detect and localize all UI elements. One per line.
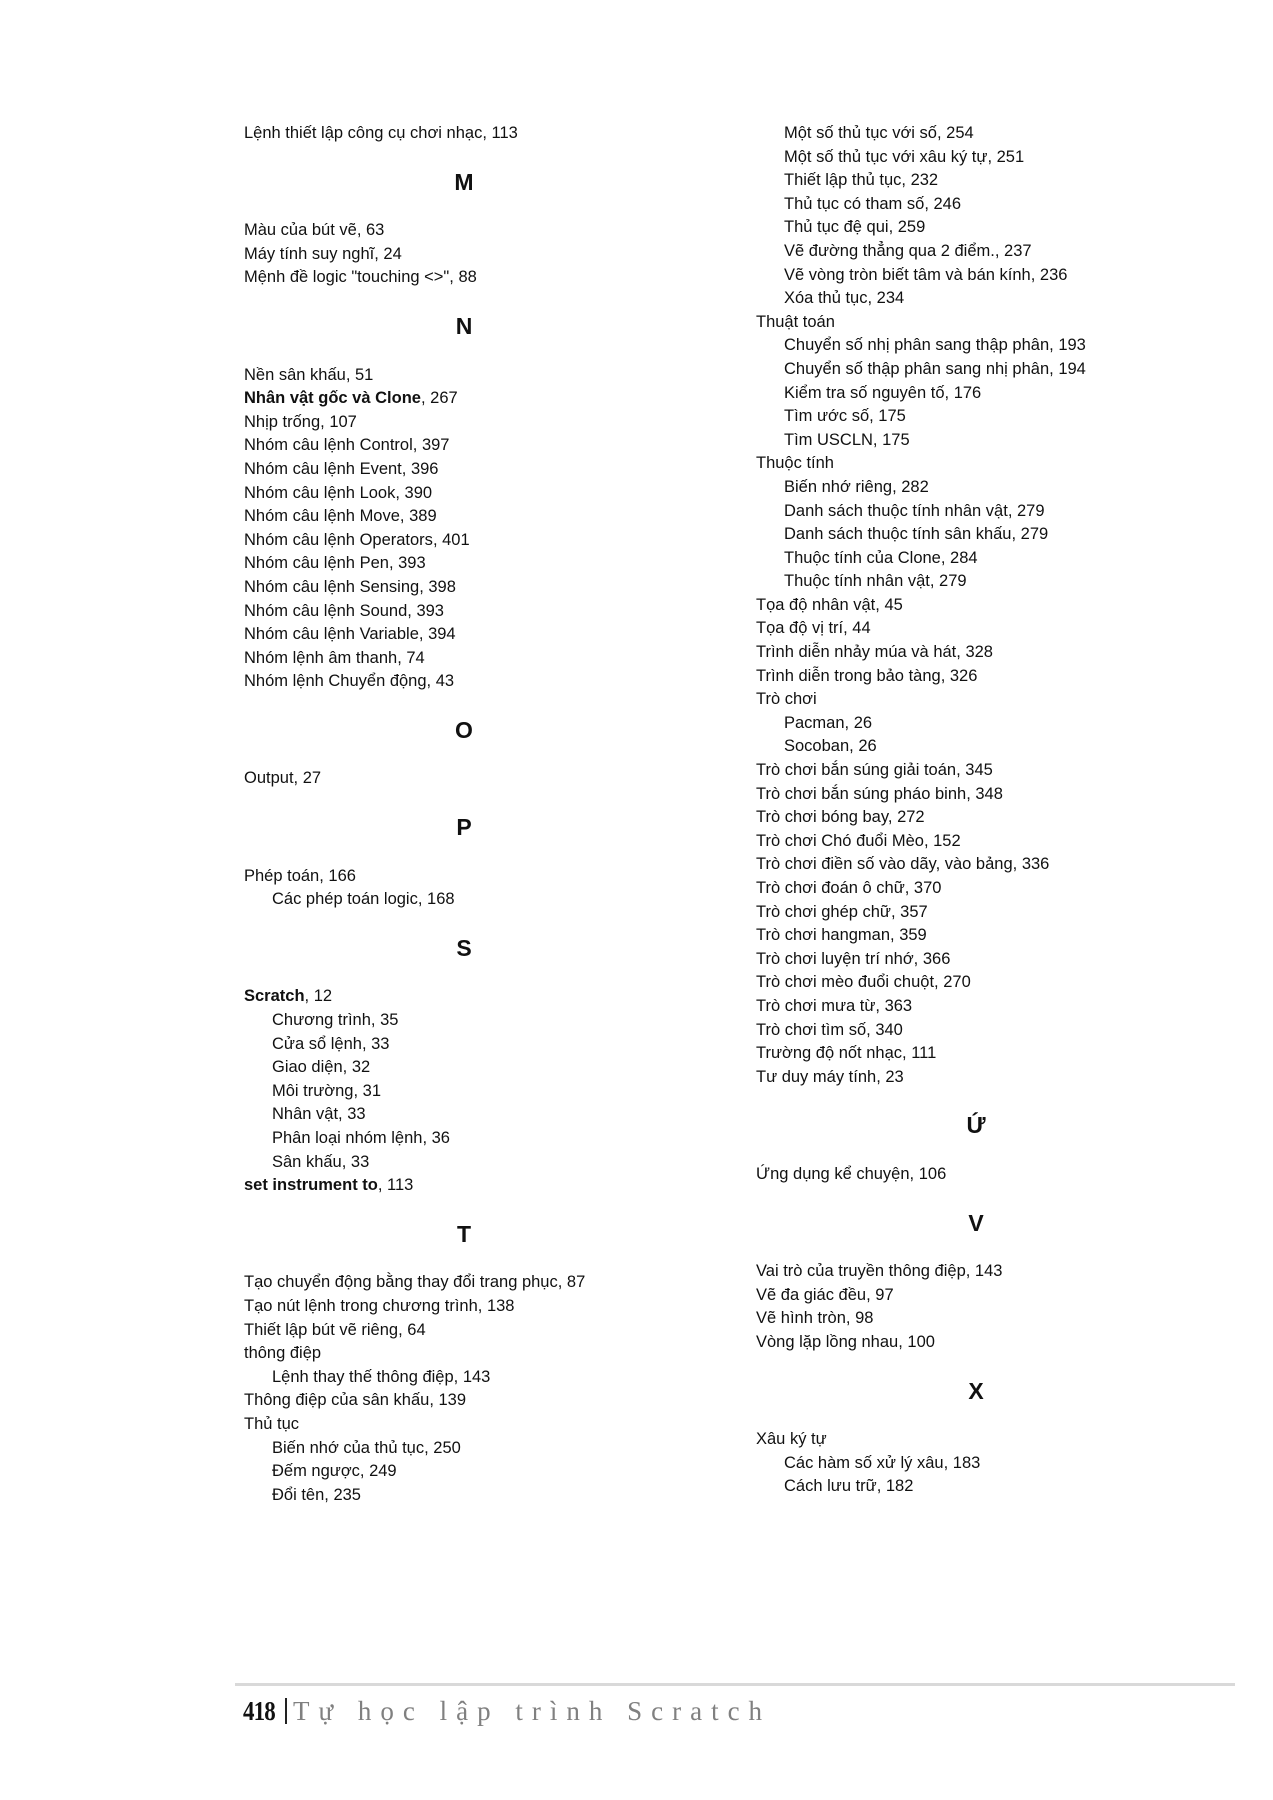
index-entry	[756, 1428, 1196, 1452]
index-page-number: 168	[427, 890, 455, 909]
index-page-number: 111	[911, 1044, 937, 1063]
index-entry	[756, 688, 1196, 712]
index-term: Tọa độ vị trí	[756, 619, 844, 638]
index-term: Pacman	[784, 713, 845, 732]
index-term: Nhóm câu lệnh Variable	[244, 625, 419, 644]
index-page-number: 97	[875, 1285, 894, 1304]
index-entry	[756, 452, 1196, 476]
index-page-number: 113	[491, 124, 518, 142]
index-term: Phân loại nhóm lệnh	[272, 1129, 423, 1147]
index-subentry: Danh sách thuộc tính nhân vật, 279	[784, 501, 1045, 520]
section-letter-heading: P	[456, 814, 472, 841]
index-page-number: 393	[398, 554, 426, 573]
index-page-number: 254	[946, 124, 974, 142]
index-term: Vòng lặp lồng nhau	[756, 1332, 899, 1351]
index-term: Biến nhớ riêng	[784, 477, 893, 496]
index-term: Tìm ước số	[784, 407, 870, 426]
index-entry: Màu của bút vẽ, 63	[244, 221, 385, 240]
index-entry: Vẽ đa giác đều, 97	[756, 1285, 894, 1304]
index-page-number: 326	[949, 666, 978, 685]
index-subentry: Pacman, 26	[784, 713, 873, 732]
index-page-number: 236	[1039, 265, 1068, 284]
index-term: Output	[244, 769, 294, 788]
index-entry: Scratch, 12	[244, 987, 333, 1006]
index-term: Phép toán	[244, 866, 320, 885]
index-term: Cửa sổ lệnh	[272, 1034, 362, 1053]
index-entry: Trò chơi tìm số, 340	[756, 1020, 903, 1039]
index-page-number: 35	[380, 1011, 399, 1030]
index-entry: Trò chơi ghép chữ, 357	[756, 902, 928, 921]
index-term: Nhóm câu lệnh Pen	[244, 554, 389, 573]
index-entry: Trò chơi điền số vào dãy, vào bảng, 336	[756, 855, 1050, 874]
index-term: Nhịp trống	[244, 412, 321, 431]
index-page-number: 366	[922, 949, 951, 968]
index-term: Trò chơi bắn súng pháo binh	[756, 784, 967, 803]
index-entry: Nhóm câu lệnh Move, 389	[244, 507, 437, 526]
index-entry: Trò chơi mèo đuổi chuột, 270	[756, 973, 971, 992]
section-letter-heading: T	[456, 1220, 472, 1247]
index-page-number: 340	[875, 1020, 903, 1039]
index-term: Thuộc tính của Clone	[784, 548, 941, 567]
index-entry: Nhóm câu lệnh Sound, 393	[244, 601, 444, 620]
index-term: Môi trường	[272, 1081, 354, 1100]
section-letter-heading: Ứ	[966, 1112, 986, 1139]
index-page-number: 106	[918, 1164, 947, 1183]
index-term: Trò chơi bắn súng giải toán	[756, 761, 957, 780]
index-term: Tạo nút lệnh trong chương trình	[244, 1296, 478, 1315]
index-page-number: 33	[347, 1105, 366, 1124]
index-page-number: 348	[975, 784, 1003, 803]
index-term: Trò chơi hangman	[756, 926, 891, 945]
book-title: Tự học lập trình Scratch	[293, 1695, 772, 1726]
index-entry: Nhóm câu lệnh Event, 396	[244, 459, 439, 478]
index-term: Tìm USCLN	[784, 430, 873, 449]
index-term: Trò chơi tìm số	[756, 1020, 867, 1039]
index-page-number: 336	[1021, 855, 1050, 874]
index-term: Thiết lập bút vẽ riêng	[244, 1320, 399, 1339]
index-page-number: 193	[1058, 336, 1086, 355]
index-entry: Thông điệp của sân khấu, 139	[244, 1391, 467, 1410]
index-page-number: 232	[910, 171, 939, 190]
index-subentry: Chuyển số thập phân sang nhị phân, 194	[784, 359, 1086, 378]
index-term: Chuyển số nhị phân sang thập phân	[784, 336, 1050, 355]
index-term: Vẽ hình tròn	[756, 1309, 846, 1328]
index-entry: Trò chơi Chó đuổi Mèo, 152	[756, 831, 961, 850]
index-page-number: 143	[974, 1262, 1003, 1281]
index-term: Danh sách thuộc tính sân khấu	[784, 525, 1012, 544]
index-subentry: Sân khấu, 33	[272, 1152, 370, 1171]
index-page-number: 393	[416, 601, 444, 620]
index-subentry: Chuyển số nhị phân sang thập phân, 193	[784, 336, 1086, 355]
index-term: Đếm ngược	[272, 1462, 360, 1481]
index-entry: Trò chơi bắn súng pháo binh, 348	[756, 784, 1003, 803]
index-subentry: Thiết lập thủ tục, 232	[784, 171, 939, 190]
index-entry	[756, 311, 1196, 335]
index-page-number: 32	[351, 1058, 371, 1077]
index-subentry: Biến nhớ riêng, 282	[784, 477, 929, 496]
index-term: Nhóm câu lệnh Event	[244, 459, 402, 478]
index-entry: Nhóm câu lệnh Control, 397	[244, 436, 450, 455]
index-entry: Nhóm câu lệnh Variable, 394	[244, 625, 456, 644]
index-page-number: 87	[566, 1273, 586, 1292]
index-term: Thủ tục	[244, 1414, 300, 1433]
index-page-number: 51	[355, 365, 374, 384]
index-entry: Nhóm câu lệnh Look, 390	[244, 483, 433, 502]
index-entry: Output, 27	[244, 769, 322, 788]
index-term: Tạo chuyển động bằng thay đổi trang phục	[244, 1273, 558, 1292]
index-term: Trò chơi mèo đuổi chuột	[756, 973, 935, 992]
index-entry: Nhóm lệnh Chuyển động, 43	[244, 672, 455, 691]
index-term: Màu của bút vẽ	[244, 221, 357, 240]
index-page-number: 272	[897, 808, 925, 827]
page-number: 418	[243, 1695, 275, 1726]
index-column-left	[244, 122, 684, 1507]
index-term: Nhóm lệnh Chuyển động	[244, 672, 427, 691]
index-page-number: 26	[858, 737, 877, 756]
index-entry: Tư duy máy tính, 23	[756, 1067, 904, 1086]
index-page-number: 26	[853, 713, 873, 732]
index-entry: Trò chơi bắn súng giải toán, 345	[756, 761, 993, 780]
index-term: Nhóm câu lệnh Sound	[244, 601, 408, 620]
section-letter-heading: O	[455, 716, 473, 743]
index-term: Sân khấu	[272, 1152, 342, 1171]
index-page-number: 251	[996, 147, 1025, 166]
index-page-number: 152	[933, 831, 961, 850]
index-entry: Mệnh đề logic "touching <>", 88	[244, 268, 477, 287]
index-term: Các hàm số xử lý xâu	[784, 1453, 944, 1472]
index-entry: Trò chơi hangman, 359	[756, 926, 927, 945]
index-entry: set instrument to, 113	[244, 1176, 414, 1195]
index-term: Một số thủ tục với xâu ký tự	[784, 147, 988, 166]
index-entry: Tọa độ vị trí, 44	[756, 619, 871, 638]
index-entry: Trò chơi mưa từ, 363	[756, 996, 913, 1015]
index-page-number: 270	[943, 973, 971, 992]
index-subentry: Thủ tục có tham số, 246	[784, 194, 962, 213]
index-page-number: 182	[885, 1477, 914, 1496]
index-term: Vẽ đường thẳng qua 2 điểm.	[784, 241, 995, 260]
index-page-number: 23	[885, 1067, 904, 1086]
index-page-number: 282	[901, 477, 929, 496]
index-page-number: 64	[407, 1320, 426, 1339]
index-entry: Vai trò của truyền thông điệp, 143	[756, 1262, 1003, 1281]
index-page-number: 36	[431, 1129, 450, 1147]
index-term: set instrument to	[244, 1176, 378, 1195]
index-subentry: Nhân vật, 33	[272, 1105, 366, 1124]
index-entry: Tạo nút lệnh trong chương trình, 138	[244, 1296, 515, 1315]
index-page-number: 138	[486, 1296, 515, 1315]
index-term: Giao diện	[272, 1058, 343, 1077]
index-page-number: 328	[965, 643, 993, 662]
index-subentry: Chương trình, 35	[272, 1011, 399, 1030]
index-subentry: Giao diện, 32	[272, 1058, 371, 1077]
footer-divider	[235, 1683, 1235, 1686]
index-term: Trình diễn nhảy múa và hát	[756, 643, 957, 662]
index-term: Vẽ vòng tròn biết tâm và bán kính	[784, 265, 1031, 284]
index-term: Trò chơi luyện trí nhớ	[756, 949, 914, 968]
index-page-number: 397	[421, 436, 450, 455]
index-entry: Lệnh thiết lập công cụ chơi nhạc, 113	[244, 124, 518, 142]
index-page-number: 389	[409, 507, 437, 526]
index-term: Một số thủ tục với số	[784, 124, 937, 142]
index-term: Trò chơi Chó đuổi Mèo	[756, 831, 924, 850]
index-term: Thiết lập thủ tục	[784, 171, 902, 190]
index-page-number: 357	[900, 902, 928, 921]
index-page-number: 401	[442, 530, 470, 549]
index-term: Xâu ký tự	[756, 1430, 827, 1449]
index-page-number: 396	[410, 459, 439, 478]
index-page-number: 98	[855, 1309, 874, 1328]
index-term: Danh sách thuộc tính nhân vật	[784, 501, 1008, 520]
section-letter-heading: S	[456, 934, 472, 961]
index-term: Tọa độ nhân vật	[756, 595, 876, 614]
section-letter-heading: M	[454, 168, 474, 195]
index-entry	[244, 1413, 684, 1437]
index-term: Xóa thủ tục	[784, 289, 868, 308]
index-page-number: 74	[406, 648, 425, 667]
index-page-number: 100	[907, 1332, 935, 1351]
index-subentry: Các hàm số xử lý xâu, 183	[784, 1453, 981, 1472]
index-subentry: Đổi tên, 235	[272, 1485, 361, 1504]
index-term: Chương trình	[272, 1011, 371, 1030]
index-page-number: 235	[333, 1485, 361, 1504]
index-page-number: 175	[878, 407, 906, 426]
index-page-number: 394	[428, 625, 456, 644]
index-term: Đổi tên	[272, 1485, 325, 1504]
index-page-number: 33	[350, 1152, 370, 1171]
index-term: Lệnh thiết lập công cụ chơi nhạc	[244, 124, 483, 142]
index-entry: Trò chơi bóng bay, 272	[756, 808, 925, 827]
index-term: Nhóm lệnh âm thanh	[244, 648, 398, 667]
index-entry: Trò chơi luyện trí nhớ, 366	[756, 949, 951, 968]
index-page-number: 398	[428, 577, 456, 596]
index-page-number: 363	[884, 996, 913, 1015]
index-term: Thủ tục có tham số	[784, 194, 925, 213]
index-term: Máy tính suy nghĩ	[244, 244, 375, 263]
index-column-right	[756, 122, 1196, 1499]
index-subentry: Đếm ngược, 249	[272, 1462, 397, 1481]
index-page-number: 12	[313, 987, 333, 1006]
index-term: Biến nhớ của thủ tục	[272, 1438, 425, 1457]
index-entry: Trường độ nốt nhạc, 111	[756, 1044, 937, 1063]
index-entry: Vẽ hình tròn, 98	[756, 1309, 874, 1328]
index-subentry: Vẽ đường thẳng qua 2 điểm., 237	[784, 241, 1032, 260]
index-subentry: Các phép toán logic, 168	[272, 890, 455, 909]
index-subentry: Lệnh thay thế thông điệp, 143	[272, 1367, 491, 1386]
index-page-number: 279	[1017, 501, 1045, 520]
index-subentry: Thủ tục đệ qui, 259	[784, 218, 926, 237]
index-page-number: 107	[329, 412, 357, 431]
index-entry: Tọa độ nhân vật, 45	[756, 595, 903, 614]
index-page-number: 259	[897, 218, 926, 237]
index-entry: Trình diễn trong bảo tàng, 326	[756, 666, 978, 685]
index-page-number: 139	[438, 1391, 467, 1410]
index-page-number: 359	[899, 926, 927, 945]
index-page-number: 279	[939, 572, 967, 591]
index-term: Chuyển số thập phân sang nhị phân	[784, 359, 1050, 378]
index-page-number: 45	[884, 595, 903, 614]
index-subentry: Môi trường, 31	[272, 1081, 381, 1100]
index-page-number: 175	[882, 430, 910, 449]
index-subentry: Socoban, 26	[784, 737, 877, 756]
index-term: Kiểm tra số nguyên tố	[784, 383, 945, 402]
index-page-number: 43	[435, 672, 455, 691]
index-entry: Nền sân khấu, 51	[244, 365, 374, 384]
index-term: Vẽ đa giác đều	[756, 1285, 867, 1304]
index-page-number: 390	[404, 483, 433, 502]
index-subentry: Phân loại nhóm lệnh, 36	[272, 1129, 450, 1147]
index-term: Nhóm câu lệnh Look	[244, 483, 396, 502]
index-subentry: Tìm USCLN, 175	[784, 430, 910, 449]
index-subentry: Biến nhớ của thủ tục, 250	[272, 1438, 461, 1457]
index-term: Cách lưu trữ	[784, 1477, 877, 1496]
index-entry	[244, 1342, 684, 1366]
index-term: Thuộc tính	[756, 454, 834, 473]
index-page-number: 284	[950, 548, 978, 567]
index-entry: Vòng lặp lồng nhau, 100	[756, 1332, 935, 1351]
index-subentry: Danh sách thuộc tính sân khấu, 279	[784, 525, 1049, 544]
index-term: Trò chơi ghép chữ	[756, 902, 891, 921]
index-term: Trường độ nốt nhạc	[756, 1044, 903, 1063]
index-page-number: 44	[852, 619, 871, 638]
section-letter-heading: V	[968, 1209, 984, 1236]
index-entry: Nhân vật gốc và Clone, 267	[244, 389, 458, 408]
index-page-number: 237	[1004, 241, 1032, 260]
index-term: Nhóm câu lệnh Sensing	[244, 577, 420, 596]
index-term: Nhóm câu lệnh Control	[244, 436, 413, 455]
index-term: Mệnh đề logic "touching <>"	[244, 268, 450, 287]
index-page-number: 267	[430, 389, 458, 408]
index-page-number: 370	[913, 879, 942, 897]
index-page-number: 183	[952, 1453, 981, 1472]
index-entry: Máy tính suy nghĩ, 24	[244, 244, 402, 263]
index-subentry: Một số thủ tục với số, 254	[784, 124, 974, 142]
index-page-number: 234	[876, 289, 905, 308]
index-entry: Trình diễn nhảy múa và hát, 328	[756, 643, 993, 662]
section-letter-heading: X	[968, 1377, 984, 1404]
index-entry: Nhịp trống, 107	[244, 412, 357, 431]
index-entry: Thiết lập bút vẽ riêng, 64	[244, 1320, 426, 1339]
index-subentry: Thuộc tính của Clone, 284	[784, 548, 978, 567]
index-subentry: Kiểm tra số nguyên tố, 176	[784, 383, 982, 402]
index-term: Scratch	[244, 987, 305, 1006]
index-term: Trình diễn trong bảo tàng	[756, 666, 941, 685]
index-term: Thuật toán	[756, 312, 835, 331]
index-term: Nhóm câu lệnh Move	[244, 507, 400, 526]
index-term: Trò chơi	[756, 690, 817, 709]
index-page-number: 166	[328, 866, 356, 885]
index-page-number: 176	[953, 383, 982, 402]
index-term: Trò chơi mưa từ	[756, 996, 876, 1015]
index-page-number: 246	[933, 194, 962, 213]
index-term: Trò chơi điền số vào dãy, vào bảng	[756, 855, 1013, 874]
index-subentry: Cách lưu trữ, 182	[784, 1477, 914, 1496]
index-term: Nền sân khấu	[244, 365, 346, 384]
index-term: Nhân vật	[272, 1105, 339, 1124]
index-term: Các phép toán logic	[272, 890, 418, 909]
index-entry: Phép toán, 166	[244, 866, 356, 885]
index-term: thông điệp	[244, 1344, 322, 1363]
index-term: Thuộc tính nhân vật	[784, 572, 930, 591]
index-term: Ứng dụng kể chuyện	[756, 1164, 910, 1183]
index-term: Vai trò của truyền thông điệp	[756, 1262, 966, 1281]
footer-separator	[285, 1698, 287, 1724]
index-page-number: 279	[1020, 525, 1049, 544]
index-subentry: Cửa sổ lệnh, 33	[272, 1034, 390, 1053]
index-term: Tư duy máy tính	[756, 1067, 877, 1086]
section-letter-heading: N	[455, 312, 473, 339]
index-term: Thông điệp của sân khấu	[244, 1391, 430, 1410]
index-entry: Nhóm câu lệnh Sensing, 398	[244, 577, 456, 596]
index-page-number: 113	[387, 1176, 414, 1195]
index-term: Trò chơi đoán ô chữ	[756, 879, 905, 897]
index-page-number: 345	[965, 761, 993, 780]
index-page-number: 33	[371, 1034, 390, 1053]
index-term: Nhân vật gốc và Clone	[244, 389, 421, 408]
index-page-number: 27	[302, 769, 322, 788]
index-page-number: 143	[462, 1367, 491, 1386]
index-page-number: 63	[366, 221, 385, 240]
index-term: Nhóm câu lệnh Operators	[244, 530, 433, 549]
index-term: Trò chơi bóng bay	[756, 808, 888, 827]
index-page-number: 250	[433, 1438, 461, 1457]
index-term: Socoban	[784, 737, 850, 756]
index-page-number: 88	[458, 268, 477, 287]
index-page-number: 31	[362, 1081, 381, 1100]
index-term: Lệnh thay thế thông điệp	[272, 1367, 454, 1386]
index-entry: Nhóm lệnh âm thanh, 74	[244, 648, 425, 667]
index-subentry: Tìm ước số, 175	[784, 407, 906, 426]
index-subentry: Xóa thủ tục, 234	[784, 289, 905, 308]
index-subentry: Thuộc tính nhân vật, 279	[784, 572, 967, 591]
index-entry: Ứng dụng kể chuyện, 106	[756, 1164, 947, 1183]
page-footer	[243, 1694, 771, 1728]
index-entry: Trò chơi đoán ô chữ, 370	[756, 879, 942, 897]
index-page-number: 249	[369, 1462, 397, 1481]
index-page-number: 24	[383, 244, 402, 263]
index-subentry: Vẽ vòng tròn biết tâm và bán kính, 236	[784, 265, 1068, 284]
index-term: Thủ tục đệ qui	[784, 218, 889, 237]
index-entry: Nhóm câu lệnh Pen, 393	[244, 554, 426, 573]
index-subentry: Một số thủ tục với xâu ký tự, 251	[784, 147, 1025, 166]
index-entry: Tạo chuyển động bằng thay đổi trang phục, 87	[244, 1273, 586, 1292]
index-page-number: 194	[1058, 359, 1086, 378]
index-entry: Nhóm câu lệnh Operators, 401	[244, 530, 470, 549]
